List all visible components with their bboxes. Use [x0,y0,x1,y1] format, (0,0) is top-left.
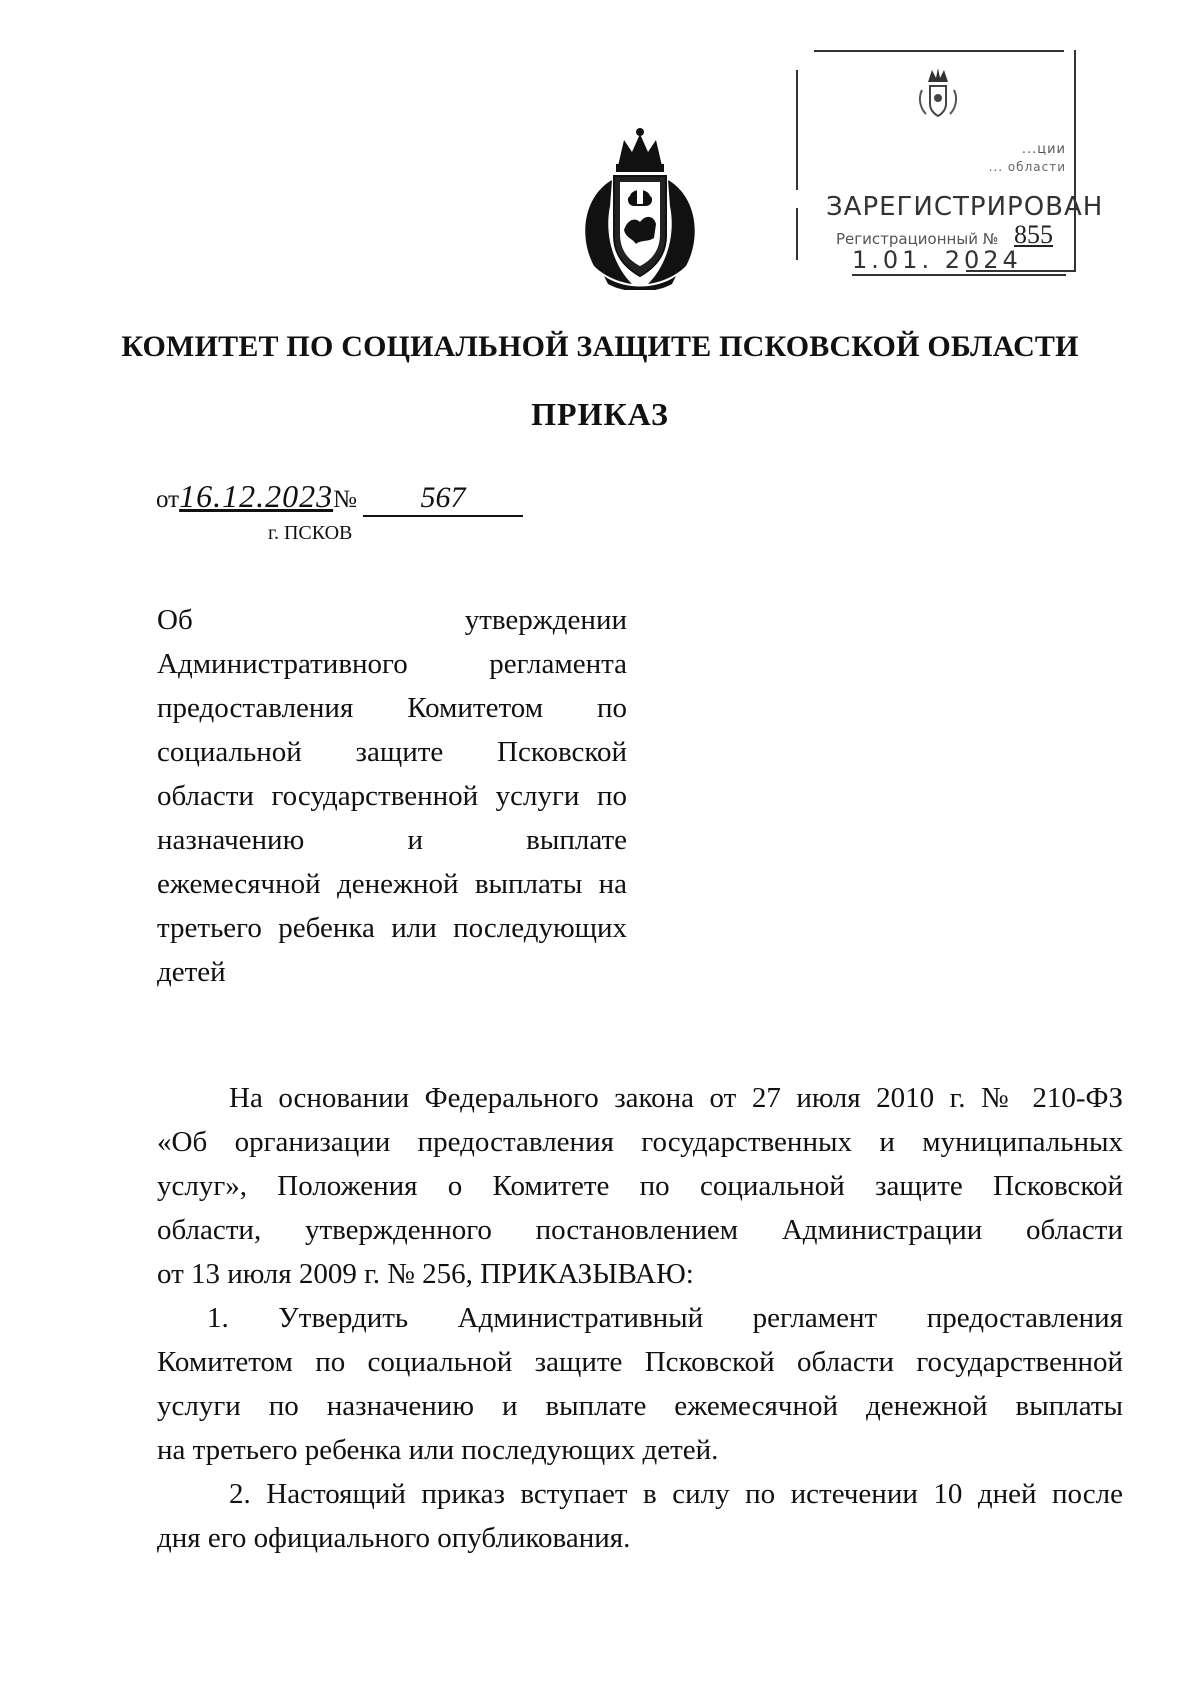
order-date-number [156,478,523,517]
order-date: 16.12.2023 [179,478,334,514]
item-line: услуги по назначению и выплате ежемесячной денежной выплаты [157,1390,1123,1422]
item-line: 2. Настоящий приказ вступает в силу по истечении 10 дней после [229,1478,1123,1510]
subject-line: детей [157,956,226,988]
item-line: 1. Утвердить Административный регламент предоставления [207,1302,1123,1334]
body-line: от 13 июля 2009 г. № 256, ПРИКАЗЫВАЮ: [157,1258,694,1290]
stamp-reg-label: Регистрационный № [836,230,999,248]
subject-line: Об утверждении [157,604,627,636]
subject-line: социальной защите Псковской [157,736,627,768]
organization-title: КОМИТЕТ ПО СОЦИАЛЬНОЙ ЗАЩИТЕ ПСКОВСКОЙ ОБЛАСТИ [121,330,1079,363]
body-line: На основании Федерального закона от 27 июля 2010 г. № 210-ФЗ [229,1082,1123,1114]
item-line: Комитетом по социальной защите Псковской области государственной [157,1346,1123,1378]
body-line: области, утвержденного постановлением Администрации области [157,1214,1123,1246]
city-label: г. ПСКОВ [268,522,353,544]
date-prefix: от [156,486,180,513]
order-body [157,1076,1123,1560]
stamp-line1: ...ции [1021,142,1066,157]
subject-line: назначению и выплате [157,824,627,856]
stamp-reg-date: 1.01. 2024 [852,246,1066,276]
subject-line: предоставления Комитетом по [157,692,627,724]
stamp-line2: ... области [988,160,1066,174]
item-line: на третьего ребенка или последующих детей. [157,1434,719,1466]
subject-line: третьего ребенка или последующих [157,912,627,944]
stamp-emblem-icon [908,64,968,124]
order-number: 567 [363,483,523,517]
coat-of-arms-emblem [574,126,706,290]
body-line: услуг», Положения о Комитете по социальной защите Псковской [157,1170,1123,1202]
registration-stamp [796,50,1104,274]
subject-line: Административного регламента [157,648,627,680]
subject-line: области государственной услуги по [157,780,627,812]
item-line: дня его официального опубликования. [157,1522,631,1554]
body-line: «Об организации предоставления государственных и муниципальных [157,1126,1123,1158]
subject-line: ежемесячной денежной выплаты на [157,868,627,900]
order-subject [157,598,627,994]
stamp-reg-number: 855 [1014,220,1053,249]
number-label: № [333,486,357,513]
document-type-title: ПРИКАЗ [531,396,669,432]
stamp-registered-label: ЗАРЕГИСТРИРОВАН [826,192,1104,222]
